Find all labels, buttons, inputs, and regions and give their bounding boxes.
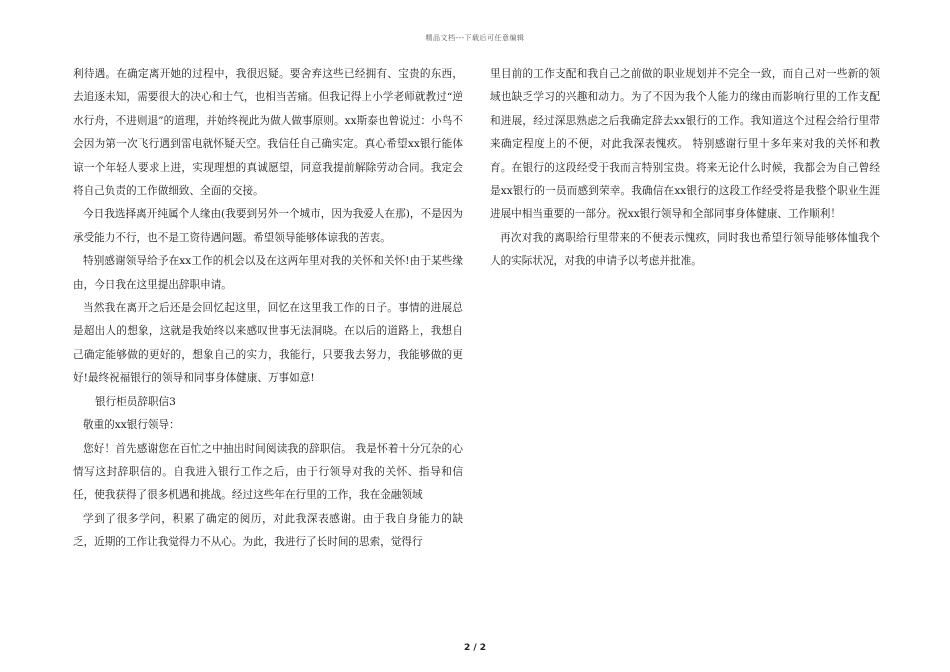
paragraph: 里目前的工作支配和我自己之前做的职业规划并不完全一致，而自己对一些新的领域也缺乏学习的兴趣和动力。为了不因为我个人能力的缘由而影响行里的工作支配和进展，经过深思熟虑之后我确定辞去xx银行的工作。我知道这个过程会给行里带来确定程度上的不便，对此我深表愧疚。 特别感谢行里十多年来对我的关怀和教育。在银行的这段经受于我而言特别宝贵。将来无论什么时候，我都会为自己曾经是xx银行的一员而感到荣幸。我确信在xx银行的这段工作经受将是我整个职业生涯进展中相当重要的一部分。祝xx银行领导和全部同事身体健康、工作顺利！ [490, 68, 880, 221]
right-column [490, 63, 880, 274]
paragraph: 学到了很多学问，积累了确定的阅历，对此我深表感谢。由于我自身能力的缺乏，近期的工作让我觉得力不从心。为此，我进行了长时间的思索，觉得行 [73, 512, 463, 549]
paragraph: 利待遇。在确定离开她的过程中，我很迟疑。要舍弃这些已经拥有、宝贵的东西，去追逐未知，需要很大的决心和士气，也相当苦痛。但我记得上小学老师就教过“逆水行舟，不进则退”的道理，并始终视此为做人做事原则。xx斯泰也曾说过：小鸟不会因为第一次飞行遇到雷电就怀疑天空。我信任自己确实定。真心希望xx银行能体谅一个年轻人要求上进，实现理想的真诚愿望，同意我提前解除劳动合同。我定会将自己负责的工作做细致、全面的交接。 [73, 68, 463, 198]
salutation: 敬重的xx银行领导： [83, 419, 180, 432]
left-column [73, 63, 463, 555]
section-title: 银行柜员辞职信3 [95, 395, 176, 408]
paragraph: 当然我在离开之后还是会回忆起这里，回忆在这里我工作的日子。事情的进展总是超出人的想象，这就是我始终以来感叹世事无法洞晓。在以后的道路上，我想自己确定能够做的更好的，想象自己的实力，我能行，只要我去努力，我能够做的更好!最终祝福银行的领导和同事身体健康、万事如意! [73, 302, 463, 385]
paragraph: 今日我选择离开纯属个人缘由(我要到另外一个城市，因为我爱人在那)，不是因为承受能力不行，也不是工资待遇问题。希望领导能够体谅我的苦衷。 [73, 208, 463, 244]
paragraph: 再次对我的离职给行里带来的不便表示愧疚，同时我也希望行领导能够体恤我个人的实际状况，对我的申请予以考虑并批准。 [490, 231, 880, 268]
page-number: 2 / 2 [463, 643, 487, 653]
page-header: 精品文档---下载后可任意编辑 [425, 34, 525, 42]
paragraph: 您好！首先感谢您在百忙之中抽出时间阅读我的辞职信。 我是怀着十分冗杂的心情写这封辞职信的。自我进入银行工作之后，由于行领导对我的关怀、指导和信任，使我获得了很多机遇和挑战。经过这些年在行里的工作，我在金融领域 [73, 442, 463, 502]
paragraph: 特别感谢领导给予在xx工作的机会以及在这两年里对我的关怀和关怀!由于某些缘由，今日我在这里提出辞职申请。 [73, 255, 463, 291]
